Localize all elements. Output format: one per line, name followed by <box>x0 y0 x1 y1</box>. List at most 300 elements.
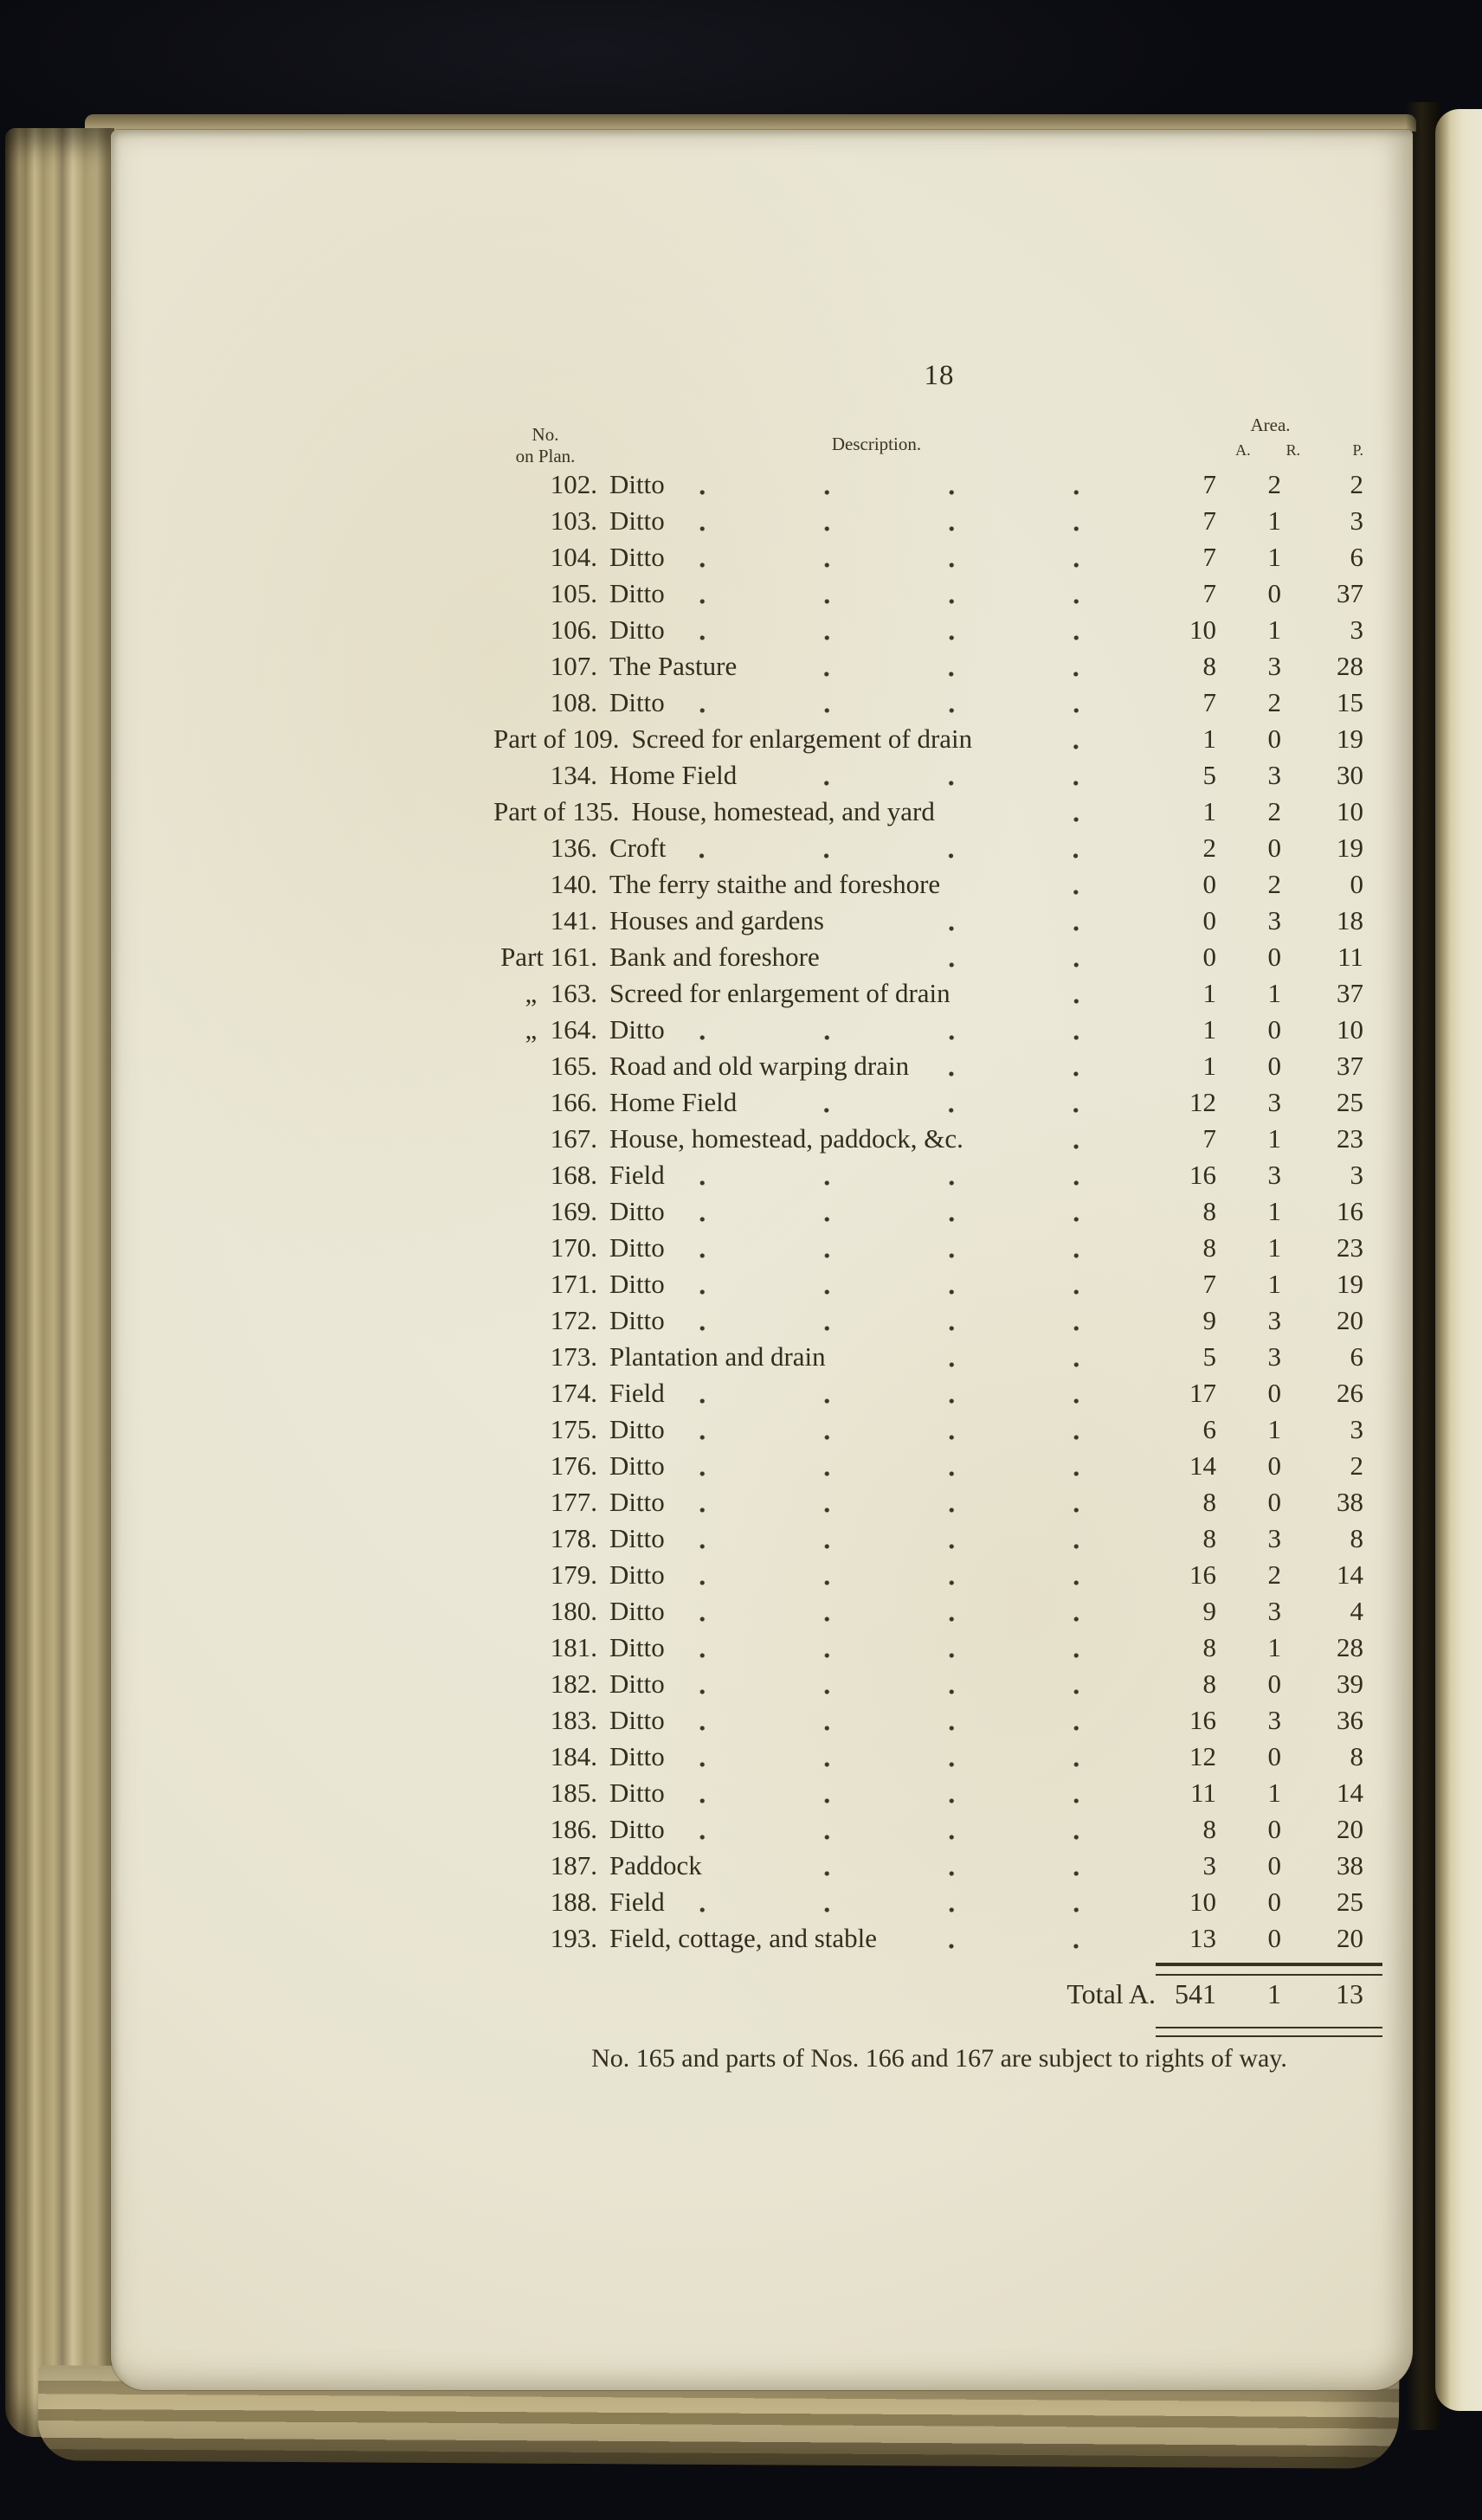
row-area-perches: 23 <box>1337 1232 1363 1263</box>
row-no-on-plan: 173. <box>550 1341 597 1372</box>
row-description: Field, cottage, and stable <box>609 1923 878 1953</box>
leader-dots <box>696 1274 1138 1303</box>
row-area-acres: 8 <box>1202 1632 1216 1662</box>
row-area-roods: 1 <box>1267 1414 1281 1444</box>
row-area-perches: 3 <box>1350 1160 1363 1190</box>
row-no-on-plan: 183. <box>550 1705 597 1735</box>
total-rule-top <box>1156 1963 1382 1976</box>
row-area-roods: 2 <box>1267 1559 1281 1590</box>
leader-dots <box>1003 729 1138 758</box>
row-no-on-plan: 167. <box>550 1123 597 1154</box>
leader-dots <box>696 1419 1138 1449</box>
leader-dots <box>733 1855 1138 1885</box>
row-description: Field <box>609 1160 665 1190</box>
row-no-on-plan: Part 161. <box>500 942 597 972</box>
total-perches: 13 <box>1336 1978 1363 2009</box>
row-area-acres: 1 <box>1202 723 1216 754</box>
leader-dots <box>857 1347 1138 1376</box>
row-no-on-plan: 169. <box>550 1196 597 1226</box>
leader-dots <box>696 1165 1138 1194</box>
row-no-on-plan: 107. <box>550 651 597 681</box>
row-area-perches: 19 <box>1337 832 1363 863</box>
row-area-perches: 19 <box>1337 1269 1363 1299</box>
row-area-acres: 7 <box>1202 1269 1216 1299</box>
row-no-on-plan: 105. <box>550 578 597 608</box>
row-area-acres: 1 <box>1202 1051 1216 1081</box>
row-area-acres: 8 <box>1202 1523 1216 1553</box>
row-area-roods: 1 <box>1267 978 1281 1008</box>
row-area-perches: 14 <box>1337 1778 1363 1808</box>
row-description: Paddock <box>609 1850 702 1880</box>
leader-dots <box>696 692 1138 722</box>
adjacent-page-edge <box>1435 109 1482 2411</box>
leader-dots <box>908 1928 1138 1958</box>
row-area-roods: 0 <box>1267 942 1281 972</box>
row-no-on-plan: „ 164. <box>525 1014 597 1045</box>
row-area-roods: 1 <box>1267 542 1281 572</box>
row-description: Ditto <box>609 469 665 499</box>
row-area-roods: 3 <box>1267 651 1281 681</box>
total-label: Total A. <box>1066 1978 1156 2009</box>
leader-dots <box>696 1456 1138 1485</box>
row-description: Ditto <box>609 1705 665 1735</box>
table-row <box>493 1630 1385 1667</box>
table-row <box>493 1012 1385 1049</box>
column-header-a: A. <box>1235 441 1251 459</box>
table-row <box>493 1158 1385 1194</box>
row-area-perches: 19 <box>1337 723 1363 754</box>
leader-dots <box>982 983 1138 1012</box>
row-no-on-plan: 182. <box>550 1668 597 1699</box>
row-no-on-plan: 171. <box>550 1269 597 1299</box>
row-no-on-plan: „ 163. <box>525 978 597 1008</box>
leader-dots <box>696 1383 1138 1412</box>
leader-dots <box>696 1019 1138 1049</box>
table-rows <box>493 467 1385 1958</box>
row-no-on-plan: 193. <box>550 1923 597 1953</box>
row-description: Bank and foreshore <box>609 942 820 972</box>
total-roods: 1 <box>1267 1978 1281 2009</box>
row-description: Ditto <box>609 1450 665 1481</box>
table-row <box>493 1412 1385 1449</box>
row-area-roods: 2 <box>1267 869 1281 899</box>
table-row <box>493 540 1385 576</box>
row-area-acres: 0 <box>1202 942 1216 972</box>
table-row <box>493 1485 1385 1521</box>
table-row <box>493 1085 1385 1122</box>
row-area-acres: 8 <box>1202 1487 1216 1517</box>
row-area-roods: 0 <box>1267 1051 1281 1081</box>
row-description: Ditto <box>609 1741 665 1771</box>
row-description: Screed for enlargement of drain <box>631 723 973 754</box>
row-area-roods: 3 <box>1267 760 1281 790</box>
row-area-perches: 20 <box>1337 1305 1363 1335</box>
column-header-p: P. <box>1352 441 1363 459</box>
table-row <box>493 1812 1385 1848</box>
row-area-acres: 0 <box>1202 869 1216 899</box>
row-area-acres: 16 <box>1189 1160 1216 1190</box>
column-header-no-line2: on Plan. <box>515 445 576 466</box>
row-area-perches: 10 <box>1337 796 1363 826</box>
row-description: Home Field <box>609 1087 738 1117</box>
total-rule-bottom <box>1156 2027 1382 2037</box>
row-area-roods: 2 <box>1267 687 1281 717</box>
table-row <box>493 1667 1385 1703</box>
leader-dots <box>696 1492 1138 1521</box>
row-description: Ditto <box>609 1414 665 1444</box>
row-area-roods: 3 <box>1267 1596 1281 1626</box>
leader-dots <box>855 910 1138 940</box>
row-area-acres: 6 <box>1202 1414 1216 1444</box>
row-area-roods: 0 <box>1267 723 1281 754</box>
table-header <box>493 403 1385 467</box>
row-description: Ditto <box>609 614 665 645</box>
row-area-perches: 6 <box>1350 542 1363 572</box>
table-row <box>493 831 1385 867</box>
row-no-on-plan: 103. <box>550 505 597 536</box>
total-acres: 541 <box>1175 1978 1216 2009</box>
table-row <box>493 467 1385 504</box>
table-row <box>493 1049 1385 1085</box>
column-header-no-line1: No. <box>532 423 559 445</box>
row-area-acres: 9 <box>1202 1305 1216 1335</box>
row-no-on-plan: 177. <box>550 1487 597 1517</box>
row-description: House, homestead, paddock, &c. <box>609 1123 963 1154</box>
row-area-roods: 1 <box>1267 1632 1281 1662</box>
row-area-roods: 1 <box>1267 1123 1281 1154</box>
row-area-perches: 37 <box>1337 1051 1363 1081</box>
row-area-roods: 1 <box>1267 1196 1281 1226</box>
row-area-roods: 0 <box>1267 1814 1281 1844</box>
table-row <box>493 1703 1385 1739</box>
leader-dots <box>768 656 1138 685</box>
leader-dots <box>696 474 1138 504</box>
row-area-perches: 20 <box>1337 1814 1363 1844</box>
leader-dots <box>696 1310 1138 1340</box>
table-row <box>493 940 1385 976</box>
leader-dots <box>696 1674 1138 1703</box>
row-area-acres: 7 <box>1202 578 1216 608</box>
row-area-perches: 28 <box>1337 651 1363 681</box>
row-area-acres: 7 <box>1202 469 1216 499</box>
row-description: Ditto <box>609 542 665 572</box>
table-row <box>493 1376 1385 1412</box>
row-description: Ditto <box>609 1232 665 1263</box>
row-area-acres: 8 <box>1202 1668 1216 1699</box>
row-area-roods: 3 <box>1267 1705 1281 1735</box>
row-description: Field <box>609 1378 665 1408</box>
row-description: Home Field <box>609 760 738 790</box>
row-area-acres: 5 <box>1202 1341 1216 1372</box>
table-row <box>493 794 1385 831</box>
leader-dots <box>696 511 1138 540</box>
row-description: Screed for enlargement of drain <box>609 978 950 1008</box>
row-no-on-plan: 187. <box>550 1850 597 1880</box>
row-no-on-plan: Part of 109. <box>493 723 620 754</box>
row-area-roods: 0 <box>1267 1668 1281 1699</box>
row-area-acres: 5 <box>1202 760 1216 790</box>
row-description: House, homestead, and yard <box>631 796 935 826</box>
row-area-roods: 2 <box>1267 469 1281 499</box>
row-area-roods: 3 <box>1267 1523 1281 1553</box>
table-row <box>493 1848 1385 1885</box>
table-row <box>493 613 1385 649</box>
row-area-acres: 7 <box>1202 542 1216 572</box>
row-area-roods: 0 <box>1267 1923 1281 1953</box>
row-area-roods: 3 <box>1267 905 1281 935</box>
row-no-on-plan: 168. <box>550 1160 597 1190</box>
leader-dots <box>696 1528 1138 1558</box>
row-area-roods: 3 <box>1267 1305 1281 1335</box>
page-number: 18 <box>924 360 955 391</box>
table-row <box>493 1122 1385 1158</box>
row-no-on-plan: 172. <box>550 1305 597 1335</box>
row-area-perches: 3 <box>1350 614 1363 645</box>
row-area-perches: 25 <box>1337 1887 1363 1917</box>
row-no-on-plan: 166. <box>550 1087 597 1117</box>
row-no-on-plan: 186. <box>550 1814 597 1844</box>
row-area-perches: 28 <box>1337 1632 1363 1662</box>
table-row <box>493 576 1385 613</box>
leader-dots <box>696 1201 1138 1231</box>
row-description: Ditto <box>609 1269 665 1299</box>
row-area-roods: 0 <box>1267 578 1281 608</box>
leader-dots <box>966 801 1138 831</box>
table-row <box>493 722 1385 758</box>
row-no-on-plan: 106. <box>550 614 597 645</box>
row-no-on-plan: 178. <box>550 1523 597 1553</box>
row-description: Croft <box>609 832 667 863</box>
table-row <box>493 1303 1385 1340</box>
row-area-acres: 16 <box>1189 1705 1216 1735</box>
row-description: Ditto <box>609 1596 665 1626</box>
row-area-acres: 10 <box>1189 614 1216 645</box>
row-description: Ditto <box>609 687 665 717</box>
leader-dots <box>971 874 1138 903</box>
row-area-roods: 0 <box>1267 1850 1281 1880</box>
column-header-area-sub <box>1156 441 1385 471</box>
row-area-perches: 18 <box>1337 905 1363 935</box>
leader-dots <box>851 947 1138 976</box>
leader-dots <box>940 1056 1138 1085</box>
row-area-perches: 38 <box>1337 1850 1363 1880</box>
row-area-perches: 0 <box>1350 869 1363 899</box>
row-no-on-plan: 184. <box>550 1741 597 1771</box>
row-description: Ditto <box>609 1559 665 1590</box>
row-description: Ditto <box>609 1668 665 1699</box>
row-description: Ditto <box>609 578 665 608</box>
footnote: No. 165 and parts of Nos. 166 and 167 are subject to rights of way. <box>591 2044 1287 2073</box>
table-row <box>493 758 1385 794</box>
row-area-acres: 0 <box>1202 905 1216 935</box>
row-no-on-plan: 102. <box>550 469 597 499</box>
row-area-acres: 7 <box>1202 1123 1216 1154</box>
row-area-roods: 0 <box>1267 1378 1281 1408</box>
row-description: Ditto <box>609 1487 665 1517</box>
row-area-roods: 2 <box>1267 796 1281 826</box>
table-row <box>493 1231 1385 1267</box>
row-area-roods: 1 <box>1267 505 1281 536</box>
row-area-perches: 23 <box>1337 1123 1363 1154</box>
row-area-acres: 2 <box>1202 832 1216 863</box>
leader-dots <box>696 547 1138 576</box>
leader-dots <box>768 1092 1138 1122</box>
table-row <box>493 1558 1385 1594</box>
row-area-acres: 11 <box>1190 1778 1216 1808</box>
row-area-roods: 1 <box>1267 1269 1281 1299</box>
row-no-on-plan: 181. <box>550 1632 597 1662</box>
row-area-perches: 37 <box>1337 578 1363 608</box>
row-area-roods: 1 <box>1267 1778 1281 1808</box>
table-row <box>493 504 1385 540</box>
table-row <box>493 1594 1385 1630</box>
row-area-acres: 13 <box>1189 1923 1216 1953</box>
row-area-roods: 0 <box>1267 832 1281 863</box>
row-area-acres: 16 <box>1189 1559 1216 1590</box>
row-area-acres: 8 <box>1202 651 1216 681</box>
leader-dots <box>995 1128 1138 1158</box>
row-no-on-plan: 108. <box>550 687 597 717</box>
table-row <box>493 976 1385 1012</box>
row-area-roods: 0 <box>1267 1014 1281 1045</box>
leader-dots <box>696 1601 1138 1630</box>
leader-dots <box>696 583 1138 613</box>
row-area-roods: 3 <box>1267 1341 1281 1372</box>
row-description: Ditto <box>609 1014 665 1045</box>
row-area-acres: 7 <box>1202 505 1216 536</box>
row-no-on-plan: 176. <box>550 1450 597 1481</box>
column-header-area <box>1156 415 1385 467</box>
table-row <box>493 1267 1385 1303</box>
row-no-on-plan: 185. <box>550 1778 597 1808</box>
table-row <box>493 1776 1385 1812</box>
row-description: Ditto <box>609 1196 665 1226</box>
row-description: Ditto <box>609 505 665 536</box>
row-area-perches: 16 <box>1337 1196 1363 1226</box>
row-description: Field <box>609 1887 665 1917</box>
leader-dots <box>696 1238 1138 1267</box>
row-description: The ferry staithe and foreshore <box>609 869 941 899</box>
book-page <box>111 130 1413 2390</box>
leader-dots <box>768 765 1138 794</box>
row-area-perches: 37 <box>1337 978 1363 1008</box>
table-row <box>493 1449 1385 1485</box>
row-area-acres: 12 <box>1189 1741 1216 1771</box>
row-area-perches: 8 <box>1350 1523 1363 1553</box>
row-area-perches: 10 <box>1337 1014 1363 1045</box>
leader-dots <box>697 838 1138 867</box>
row-no-on-plan: 141. <box>550 905 597 935</box>
table-row <box>493 649 1385 685</box>
total-row <box>493 1977 1385 2011</box>
row-area-roods: 0 <box>1267 1741 1281 1771</box>
row-area-roods: 0 <box>1267 1450 1281 1481</box>
row-area-roods: 1 <box>1267 1232 1281 1263</box>
leader-dots <box>696 1637 1138 1667</box>
row-description: Plantation and drain <box>609 1341 826 1372</box>
column-header-area-label: Area. <box>1250 415 1291 435</box>
row-area-perches: 36 <box>1337 1705 1363 1735</box>
row-area-acres: 8 <box>1202 1196 1216 1226</box>
row-area-acres: 8 <box>1202 1814 1216 1844</box>
row-no-on-plan: 180. <box>550 1596 597 1626</box>
row-area-perches: 30 <box>1337 760 1363 790</box>
row-description: Ditto <box>609 1523 665 1553</box>
leader-dots <box>696 1710 1138 1739</box>
row-no-on-plan: 188. <box>550 1887 597 1917</box>
row-area-perches: 2 <box>1350 469 1363 499</box>
table-row <box>493 1885 1385 1921</box>
page-content <box>493 355 1385 2073</box>
column-header-no-on-plan <box>493 424 597 467</box>
row-area-perches: 3 <box>1350 1414 1363 1444</box>
table-row <box>493 1340 1385 1376</box>
row-area-perches: 8 <box>1350 1741 1363 1771</box>
row-no-on-plan: 175. <box>550 1414 597 1444</box>
row-description: Ditto <box>609 1778 665 1808</box>
row-area-perches: 2 <box>1350 1450 1363 1481</box>
row-area-acres: 9 <box>1202 1596 1216 1626</box>
table-row <box>493 903 1385 940</box>
row-description: Ditto <box>609 1814 665 1844</box>
row-area-acres: 14 <box>1189 1450 1216 1481</box>
leader-dots <box>696 1783 1138 1812</box>
row-area-perches: 3 <box>1350 505 1363 536</box>
column-header-description: Description. <box>831 434 922 454</box>
row-area-perches: 6 <box>1350 1341 1363 1372</box>
row-area-acres: 8 <box>1202 1232 1216 1263</box>
leader-dots <box>696 620 1138 649</box>
row-no-on-plan: 174. <box>550 1378 597 1408</box>
row-no-on-plan: 134. <box>550 760 597 790</box>
row-area-perches: 39 <box>1337 1668 1363 1699</box>
row-description: Ditto <box>609 1632 665 1662</box>
leader-dots <box>696 1565 1138 1594</box>
row-area-perches: 11 <box>1337 942 1363 972</box>
table-row <box>493 1921 1385 1958</box>
table-row <box>493 685 1385 722</box>
row-no-on-plan: 170. <box>550 1232 597 1263</box>
row-area-perches: 14 <box>1337 1559 1363 1590</box>
table-row <box>493 1194 1385 1231</box>
row-area-perches: 15 <box>1337 687 1363 717</box>
row-description: Road and old warping drain <box>609 1051 910 1081</box>
row-area-perches: 20 <box>1337 1923 1363 1953</box>
column-header-r: R. <box>1285 441 1301 459</box>
leader-dots <box>696 1892 1138 1921</box>
row-description: Ditto <box>609 1305 665 1335</box>
row-no-on-plan: 179. <box>550 1559 597 1590</box>
row-area-acres: 1 <box>1202 978 1216 1008</box>
leader-dots <box>696 1746 1138 1776</box>
row-area-acres: 7 <box>1202 687 1216 717</box>
row-area-perches: 26 <box>1337 1378 1363 1408</box>
leader-dots <box>696 1819 1138 1848</box>
row-area-acres: 17 <box>1189 1378 1216 1408</box>
row-area-roods: 1 <box>1267 614 1281 645</box>
row-description: Houses and gardens <box>609 905 824 935</box>
table-row <box>493 1739 1385 1776</box>
row-description: The Pasture <box>609 651 738 681</box>
page-stack-left-edge <box>5 128 114 2437</box>
row-no-on-plan: Part of 135. <box>493 796 620 826</box>
row-area-perches: 38 <box>1337 1487 1363 1517</box>
row-area-perches: 4 <box>1350 1596 1363 1626</box>
row-area-acres: 10 <box>1189 1887 1216 1917</box>
row-area-acres: 1 <box>1202 796 1216 826</box>
row-no-on-plan: 140. <box>550 869 597 899</box>
row-area-acres: 12 <box>1189 1087 1216 1117</box>
